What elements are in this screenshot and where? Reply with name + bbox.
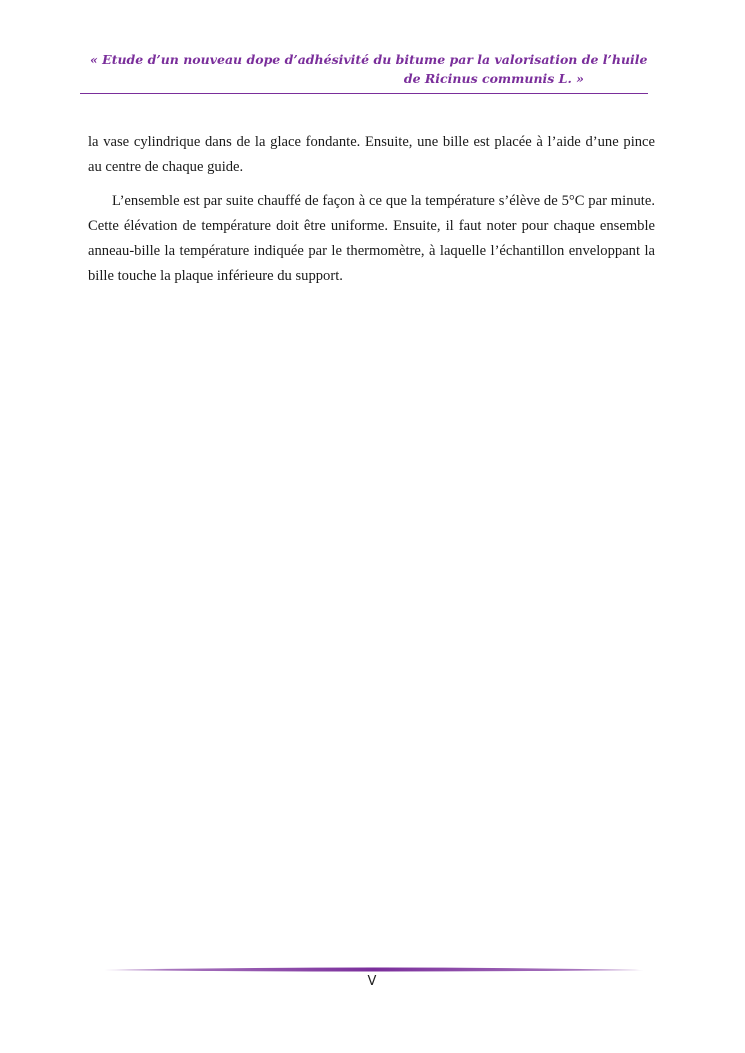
header-title-line-2: de Ricinus communis L. » [403, 71, 584, 86]
running-header [80, 50, 648, 88]
header-title-line-1: « Etude d’un nouveau dope d’adhésivité du bitume par la valorisation de l’huile [90, 52, 648, 67]
page-body [88, 130, 655, 298]
page-number: V [367, 974, 377, 989]
header-divider [80, 93, 648, 94]
paragraph-heating-procedure: L’ensemble est par suite chauffé de façon à ce que la température s’élève de 5°C par minute. Cette élévation de température doit être uniforme. Ensuite, il faut noter pour chaque ensemble anneau-bille la température indiquée par le thermomètre, à laquelle l’échantillon enveloppant la bille touche la plaque inférieure du support. [88, 193, 655, 284]
paragraph-continuation: la vase cylindrique dans de la glace fondante. Ensuite, une bille est placée à l’aide d’une pince au centre de chaque guide. [88, 134, 655, 175]
